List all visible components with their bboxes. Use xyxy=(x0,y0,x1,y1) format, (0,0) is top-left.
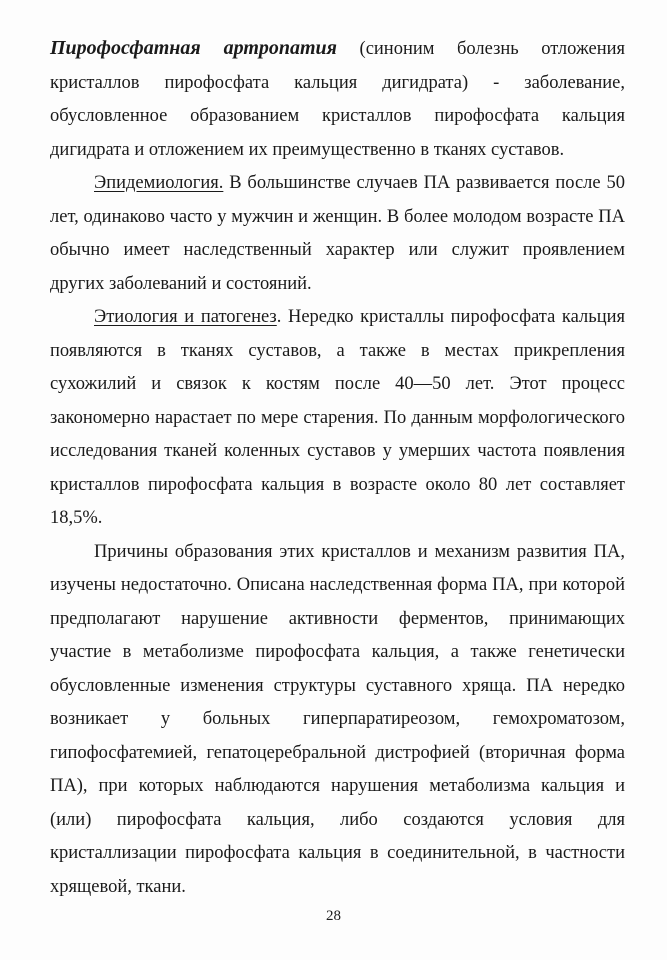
paragraph-etiology xyxy=(50,301,625,536)
etiology-heading: Этиология и патогенез xyxy=(94,307,277,327)
paragraph-epidemiology xyxy=(50,167,625,301)
page-number: 28 xyxy=(326,908,341,924)
paragraph-definition xyxy=(50,32,625,167)
term-heading: Пирофосфатная артропатия xyxy=(50,37,337,59)
definition-text: (синоним болезнь отложения кристаллов пирофосфата кальция дигидрата) - заболевание, обусловленное образованием кристаллов пирофосфата кальция дигидрата и отложением их преимущественно в тканях суставов. xyxy=(50,39,625,160)
paragraph-causes: Причины образования этих кристаллов и механизм развития ПА, изучены недостаточно. Описана наследственная форма ПА, при которой предполагают нарушение активности ферментов, принимающих участие в метаболизме пирофосфата кальция, а также генетически обусловленные изменения структуры суставного хряща. ПА нередко возникает у больных гиперпаратиреозом, гемохроматозом, гипофосфатемией, гепатоцеребральной дистрофией (вторичная форма ПА), при которых наблюдаются нарушения метаболизма кальция и (или) пирофосфата кальция, либо создаются условия для кристаллизации пирофосфата кальция в соединительной, в частности хрящевой, ткани. xyxy=(50,541,625,897)
document-body xyxy=(50,32,625,904)
epidemiology-text: В большинстве случаев ПА развивается после 50 лет, одинаково часто у мужчин и женщин. В более молодом возрасте ПА обычно имеет наследственный характер или служит проявлением других заболеваний и состояний. xyxy=(50,173,625,294)
etiology-text: . Нередко кристаллы пирофосфата кальция появляются в тканях суставов, а также в местах прикрепления сухожилий и связок к костям после 40—50 лет. Этот процесс закономерно нарастает по мере старения. По данным морфологического исследования тканей коленных суставов у умерших частота появления кристаллов пирофосфата кальция в возрасте около 80 лет составляет 18,5%. xyxy=(50,307,625,528)
epidemiology-heading: Эпидемиология. xyxy=(94,173,224,193)
